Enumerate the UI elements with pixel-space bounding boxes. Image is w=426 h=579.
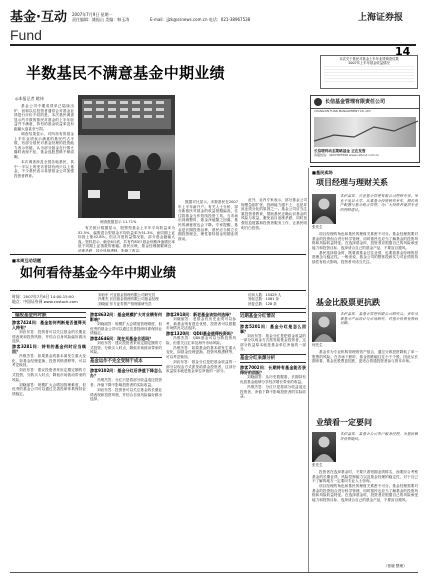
qa6-answer: 刘晓丽答：老基金有历史业绩可以参考，新基金则有建仓优势，投资者可以根据市场情况灵活选择。 (166, 317, 236, 331)
qa3-question: 游客8632问：基金规模扩大对业绩有何影响？ (90, 312, 162, 322)
qa7-question: 游客1320问：QDII基金值得投资吗？ (166, 331, 235, 337)
section-name: 基金·互动 (10, 10, 67, 25)
right-para-3: 基金作为专业机构管理的资产组合，通过分散投资降低了单一股票的风险。在市场下跌时，基金的跌幅往往小于个股，因此从长期来看，基金比股票更抗跌，更适合普通投资者参与资本市场。 (312, 350, 418, 364)
col4-para: 数据对比显示，多数基民在2007年上半年新开户。有关人士分析，部分新基民对基金的收益预期偏高，往往将基金当作短线投资工具。当市场出现调整时，基金净值随之回落，基民的满意度也会下降。专家提醒，基金是长期投资品种，基民应当树立长期投资理念，理性看待基金短期业绩波动。 (178, 200, 238, 241)
byline: ◎本报记者 姚炜 (15, 96, 44, 101)
qa9-answer: 刘晓丽答：从历史数据看，长期持有优质基金能够分享经济增长带来的收益。 (240, 375, 306, 384)
masthead-rule (10, 44, 416, 46)
right-section-label: ■基民卖场 (312, 170, 333, 175)
right-column-divider (308, 168, 309, 572)
qa4-question: 游客4646问：现在买基金合适吗？ (90, 336, 154, 342)
qa1-answer: 刘岩东答：投资者可以关注基金的长期业绩表现和投资风格，并结合自身风险偏好做出选择。 (12, 330, 86, 344)
ad-logo-bar (311, 96, 419, 109)
section2-subrule2 (10, 308, 306, 309)
expert-name-2: 何先生 (312, 343, 323, 347)
right-sign: （张晓 整理） (384, 564, 407, 568)
bottom-rule (10, 572, 418, 573)
right-para-1: 项目经理的角色和基民的理财关系密不可分。基金经理需要对基金的投资组合进行科学管理，同时基民也应当了解基金的投资风格和风险收益特征。在选择基金时，投资者应根据自己的风险承受能力和投资目标，选择适合自己的基金产品，不要盲目跟风。 (312, 232, 418, 250)
qa4-answer: 刘岩东答：建议投资者采用定期定额的方式投资，分散买入时点，降低市场波动带来的风险。 (90, 341, 162, 355)
lead-para-3: 本次调查涉及全国各地基民，其中一半以上的受访者持有两只以上基金，不少基民表示希望基金公司加强投资者教育。 (14, 159, 74, 178)
masthead-editor: 责任编辑：姚振山 美编：韩玉涛 (72, 17, 130, 23)
qa6-answer-cont: 冯维杰答：如果基金的基本面发生重大变化，如基金经理更换、投资风格漂移等，可以考虑赎回。 (166, 345, 236, 359)
expert-name-3: 张先生 (312, 463, 323, 467)
session-stats (248, 293, 306, 306)
section2-title: 如何看待基金今年中期业绩 (20, 266, 177, 281)
chart-subtitle: 2007年上半年基金收益情况 (348, 61, 390, 66)
right-article-2 (312, 350, 418, 414)
right-para-4: 投资者在选择基金时，不要只看短期业绩排名，而要综合考察基金的长期业绩、风险控制能力以及基金经理的稳定性，对于自己不了解的地方一定要向专业人士咨询。 (312, 470, 418, 484)
qa5-answer: 冯维杰答：分红只是将部分收益返还投资者，净值下降不影响投资者的实际收益。 (90, 378, 162, 388)
headline: 半数基民不满意基金中期业绩 (26, 64, 225, 82)
qa6-question: 游客2918问：新老基金该如何选择？ (166, 312, 234, 317)
lead-article-col5 (241, 198, 307, 252)
col5-para: 此外，业内专家表示，部分基金公司规模急剧扩张，投研能力跟不上，也是导致业绩分化的原因之一。基金公司应当注重投资者教育，帮助基民正确认识基金的风险与收益，避免盲目追涨杀跌，同时加强信息披露和投资者服务工作，让基民明明白白投资。 (241, 198, 307, 230)
right-title-3: 业绩看一定要问 (316, 418, 372, 427)
col4-heading2: 基金分红来源分析 (240, 355, 276, 361)
expert-intro-2: 本栏嘉宾：某基金管理有限公司研究员。多年从事基金产品设计与市场研究，对基金投资有独到见解。 (340, 312, 418, 326)
qa5-question: 游客9102问：基金分红后净值下降怎么办？ (90, 368, 162, 379)
photo-scene (78, 95, 175, 218)
chart-title: 本次关于基民对基金上半年业绩调查结果 (339, 57, 399, 61)
right-article-3 (312, 470, 418, 562)
expert-name-1: 张先生 (312, 225, 323, 229)
qa-col3 (166, 312, 236, 570)
person-silhouette-2 (312, 312, 336, 342)
person-silhouette-3 (312, 432, 336, 462)
guest-1: 刘岩东 兴业基金管理有限公司研究员 (98, 293, 156, 297)
qa-col4 (240, 312, 306, 570)
qa-heading-bar (12, 312, 86, 318)
masthead-date: 2007年7月9日 星期一 (72, 12, 113, 17)
ad-company-en: CHANGXIN FUND MANAGEMENT CO.,LTD (314, 109, 371, 113)
qa-col1 (12, 312, 86, 570)
lead-article-col3 (78, 226, 175, 252)
qa2-answer-cont: 刘晓丽答：规模扩大会增加管理难度，但优秀的基金公司可以通过完善投研体系保持业绩稳定。 (12, 382, 86, 396)
fund-ad (310, 95, 420, 163)
expert-photo-3 (312, 432, 336, 462)
guest-list (98, 293, 248, 306)
right-para-5: 项目经理的角色和基民的理财关系密不可分。基金经理需要对基金的投资组合进行科学管理，同时基民也应当了解基金的投资风格和风险收益特征。在选择基金时，投资者应根据自己的风险承受能力和投资目标，选择适合自己的基金产品，不要盲目跟风。 (312, 484, 418, 502)
mid-heading-box (90, 357, 162, 367)
survey-chart-box (320, 55, 418, 89)
qa3-answer: 刘晓丽答：规模扩大会增加管理难度，但优秀的基金公司可以通过完善投研体系保持业绩稳定。 (90, 322, 162, 336)
qa2-question: 游客3281问：持有的基金何时应当赎回？ (12, 344, 86, 355)
photo-caption: 调查数据显示 11.71% (100, 220, 137, 224)
guest-3: 刘晓丽 东方证券资产管理部研究员 (98, 301, 152, 306)
lead-para-1: 基金公司中期成绩单已陆续出炉，但和以往投资者通常会对基金业绩进行评价不同的是，本次基民调查显示约半数的基民对基金的上半年收益并不满意，持有的基金收益率没有跑赢大盘甚至亏损。 (14, 104, 74, 131)
ad-logo-icon (314, 98, 322, 106)
expert-intro-1: 本栏嘉宾：兴业基金管理有限公司理财专家。毕业于复旦大学，从事基金投资研究多年，擅长资产配置与基金组合管理，为广大投资者提供专业的理财建议。 (340, 194, 418, 212)
right-title-1: 项目经理与理财关系 (316, 178, 388, 187)
newspaper-name: 上海证券报 (358, 13, 404, 23)
session-time: 时间：2007年7月6日 14:00-15:00 (12, 294, 74, 299)
qa7-answer: 冯维杰答：QDII基金可以分散投资风险，但需关注汇率及海外市场风险。 (166, 336, 236, 345)
col4-heading-box (240, 312, 306, 322)
lead-article-col4 (178, 200, 238, 252)
expert-photo-1 (312, 194, 336, 224)
qa8-answer: 刘岩东答：基金分红是把基金收益的一部分以现金方式派发给基金投资者，这部分收益原本就是基金单位净值的一部分。 (240, 333, 306, 352)
qa5-answer-cont: 刘岩东答：投资者可以关注基金的长期业绩表现和投资风格，并结合自身风险偏好做出选择。 (90, 388, 162, 402)
qa-col2 (90, 312, 162, 570)
col4-heading: 近期基金分红情况 (240, 314, 276, 319)
mid-heading: 基金运作不完全受制于成本 (90, 358, 143, 364)
section2-label: ■本周互动话题 (12, 258, 42, 263)
page-number: 14 (395, 45, 411, 58)
right-title-2: 基金比股票更抗跌 (316, 298, 380, 307)
lead-article-col1 (14, 104, 74, 252)
ad-art (314, 117, 418, 147)
ad-slogan: 长信增利动态策略基金 正在发售 (314, 148, 366, 153)
expert-intro-3: 本栏嘉宾：某基金公司客户服务经理，为基民解答投资疑问。 (340, 432, 418, 441)
lead-para-2: 调查结果显示，对所持有的基金上半年业绩表示满意的基民约占半数，有部分基民对基金经理的投资能力表示怀疑，认为部分基金在行情火爆时表现不佳，基金选股思路不够清晰。 (14, 131, 74, 159)
right-para-2: 基民选择基金时，既要看基金过往业绩，也要看基金经理的投资理念与稳定性。一般来说，基金公司的整体投研实力对业绩的持续性有较大影响，投资者可适当关注。 (312, 250, 418, 264)
qa9-question: 游客7002问：长期持有基金能否获得好的回报？ (240, 365, 306, 376)
col3-para: 有关统计数据显示，股票型基金上半年平均收益率为52.5%，偏股混合型基金平均收益率为51.3%，而同期上证综指上涨42.8%。但从月度收益情况看，部分基金跑输大盘。资料显示，截至6月底，共有约83只基金份额净值增长率低于同期上证指数的涨幅。基民反映，基金经理频繁调仓、追涨杀跌，持仓风格漂移，影响了收益。 (78, 226, 175, 252)
section2-rule (10, 254, 306, 255)
ad-phone: 客服热线：4007005566 www.cxfund.com.cn (314, 153, 380, 157)
trading-floor-photo (78, 95, 175, 218)
qa-heading: 偏股基金何时跌 (15, 313, 47, 318)
masthead-contact: E-mail：jjzk@ssnews.com.cn 电话：021-38967538 (150, 17, 251, 22)
person-silhouette-1 (312, 194, 336, 224)
right-article-1 (312, 232, 418, 292)
guest-2: 冯维杰 长信基金管理有限公司基金经理 (98, 297, 159, 302)
stat-posts: 发帖总数：1061 条 (248, 297, 280, 302)
qa8-question: 游客5201问：基金分红是怎么回事？ (240, 323, 306, 334)
section-title (10, 10, 67, 25)
stat-visitors: 访问人数：15429 人 (248, 293, 282, 297)
ad-graphic (314, 117, 416, 147)
section2-subrule (10, 290, 306, 291)
expert-photo-2 (312, 312, 336, 342)
qa7-answer-cont: 刘岩东答：基金分红是把基金收益的一部分以现金方式派发给基金投资者，这部分收益原本就是基金单位净值的一部分。 (166, 359, 236, 374)
col4-heading2-box (240, 354, 306, 364)
section-title-en: Fund (10, 27, 42, 43)
session-site: 地点：中国证券网 www.cnstock.com (12, 299, 78, 304)
stat-replies: 回复总数：128 条 (248, 301, 277, 306)
qa9-answer-cont: 冯维杰答：分红只是将部分收益返还投资者，净值下降不影响投资者的实际收益。 (240, 384, 306, 399)
qa2-answer: 冯维杰答：如果基金的基本面发生重大变化，如基金经理更换、投资风格漂移等，可以考虑赎回。 (12, 354, 86, 368)
chart-table (324, 66, 414, 82)
session-info (12, 294, 92, 304)
qa1-answer-cont: 刘岩东答：建议投资者采用定期定额的方式投资，分散买入时点，降低市场波动带来的风险。 (12, 368, 86, 382)
ad-brand: 长信基金管理有限责任公司 (325, 99, 386, 105)
ad-divider (310, 166, 420, 167)
qa1-question: 游客7424问：基金如何判断是否值得买入持有？ (12, 320, 86, 330)
